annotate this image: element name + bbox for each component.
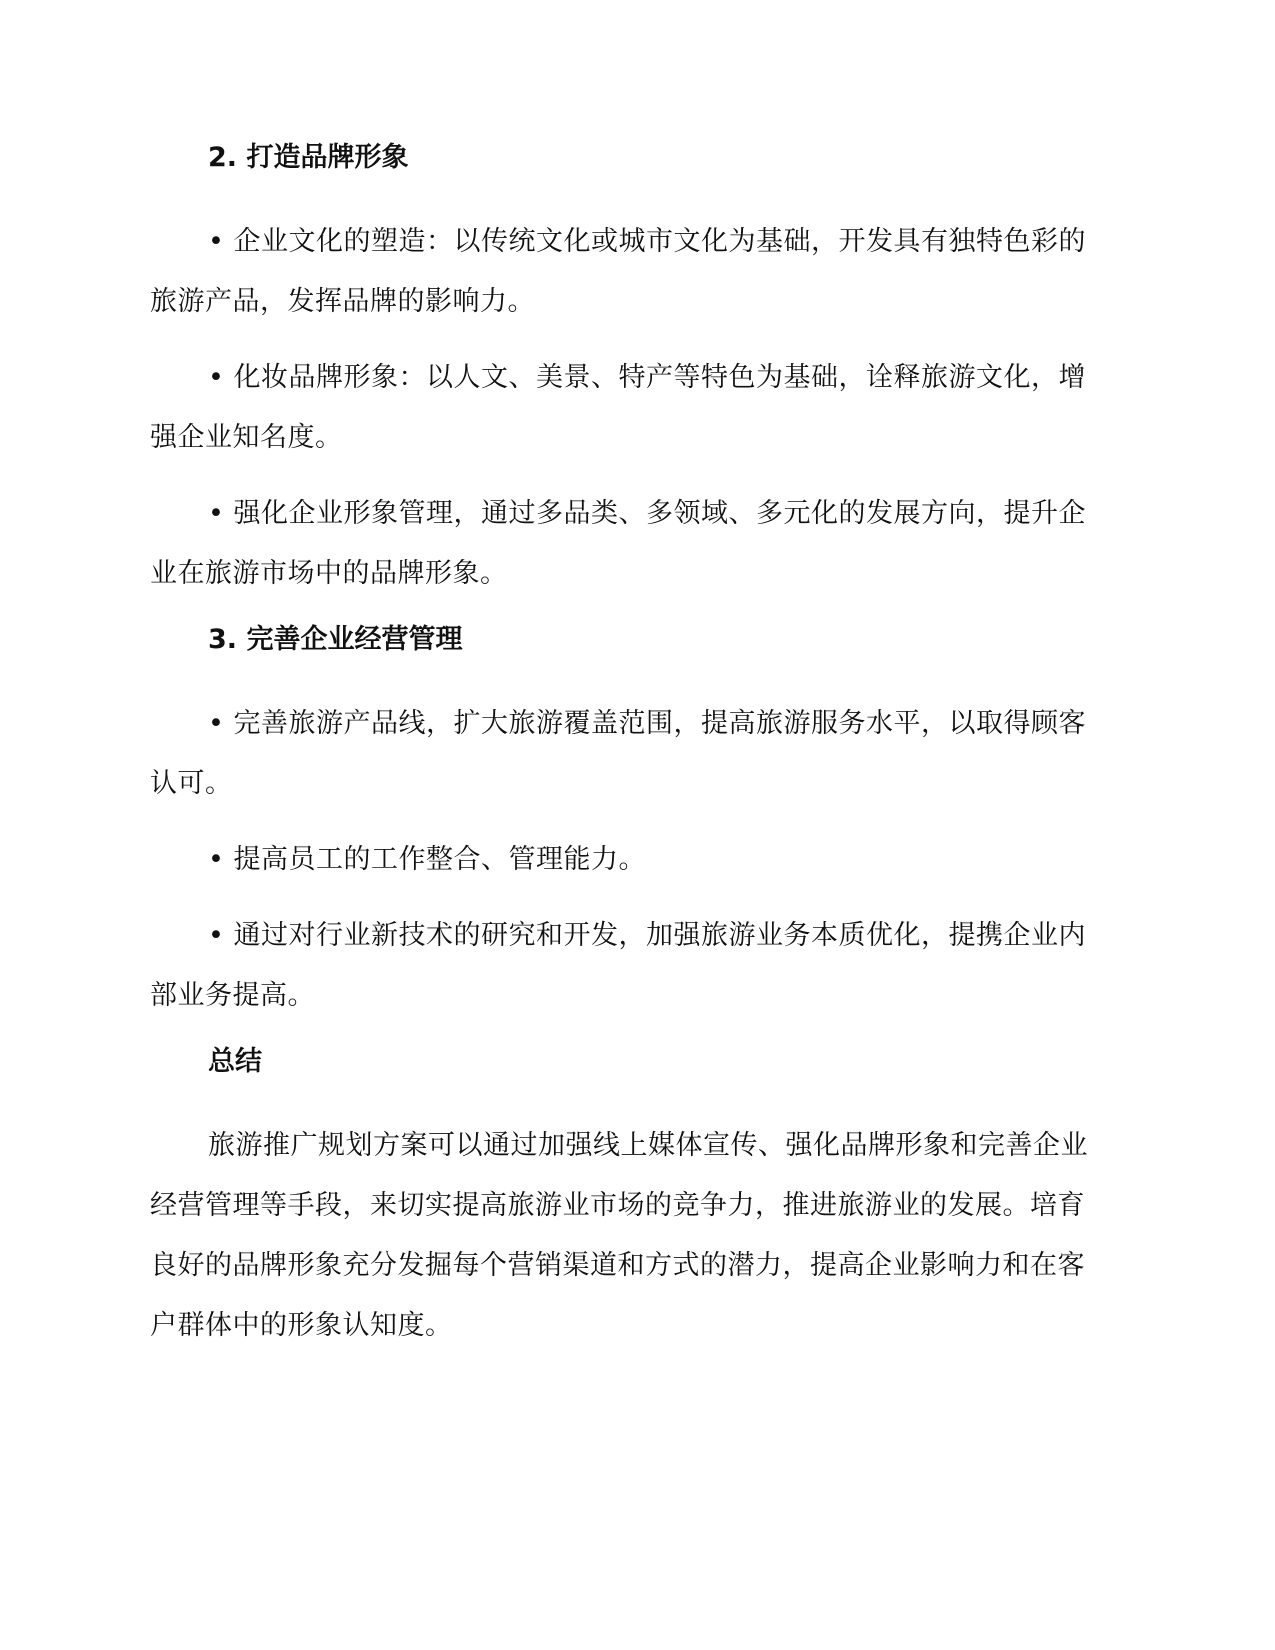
bullet-brand-image-makeup: • 化妆品牌形象：以人文、美景、特产等特色为基础，诠释旅游文化，增强企业知名度。 bbox=[150, 362, 1087, 453]
bullet-product-line: • 完善旅游产品线，扩大旅游覆盖范围，提高旅游服务水平，以取得顾客认可。 bbox=[150, 708, 1087, 799]
document-body bbox=[150, 138, 1110, 1372]
bullet-technology-research: • 通过对行业新技术的研究和开发，加强旅游业务本质优化，提携企业内部业务提高。 bbox=[150, 920, 1087, 1011]
bullet-corporate-culture: • 企业文化的塑造：以传统文化或城市文化为基础，开发具有独特色彩的旅游产品，发挥品牌的影响力。 bbox=[150, 226, 1087, 317]
summary-paragraph: 旅游推广规划方案可以通过加强线上媒体宣传、强化品牌形象和完善企业经营管理等手段，来切实提高旅游业市场的竞争力，推进旅游业的发展。培育良好的品牌形象充分发掘每个营销渠道和方式的潜力，提高企业影响力和在客户群体中的形象认知度。 bbox=[150, 1130, 1088, 1341]
bullet-image-management: • 强化企业形象管理，通过多品类、多领域、多元化的发展方向，提升企业在旅游市场中的品牌形象。 bbox=[150, 498, 1087, 589]
section-heading-business-management: 3. 完善企业经营管理 bbox=[208, 624, 463, 655]
section-heading-brand-image: 2. 打造品牌形象 bbox=[208, 142, 409, 173]
bullet-staff-ability: • 提高员工的工作整合、管理能力。 bbox=[208, 844, 647, 875]
section-heading-summary: 总结 bbox=[208, 1046, 262, 1077]
